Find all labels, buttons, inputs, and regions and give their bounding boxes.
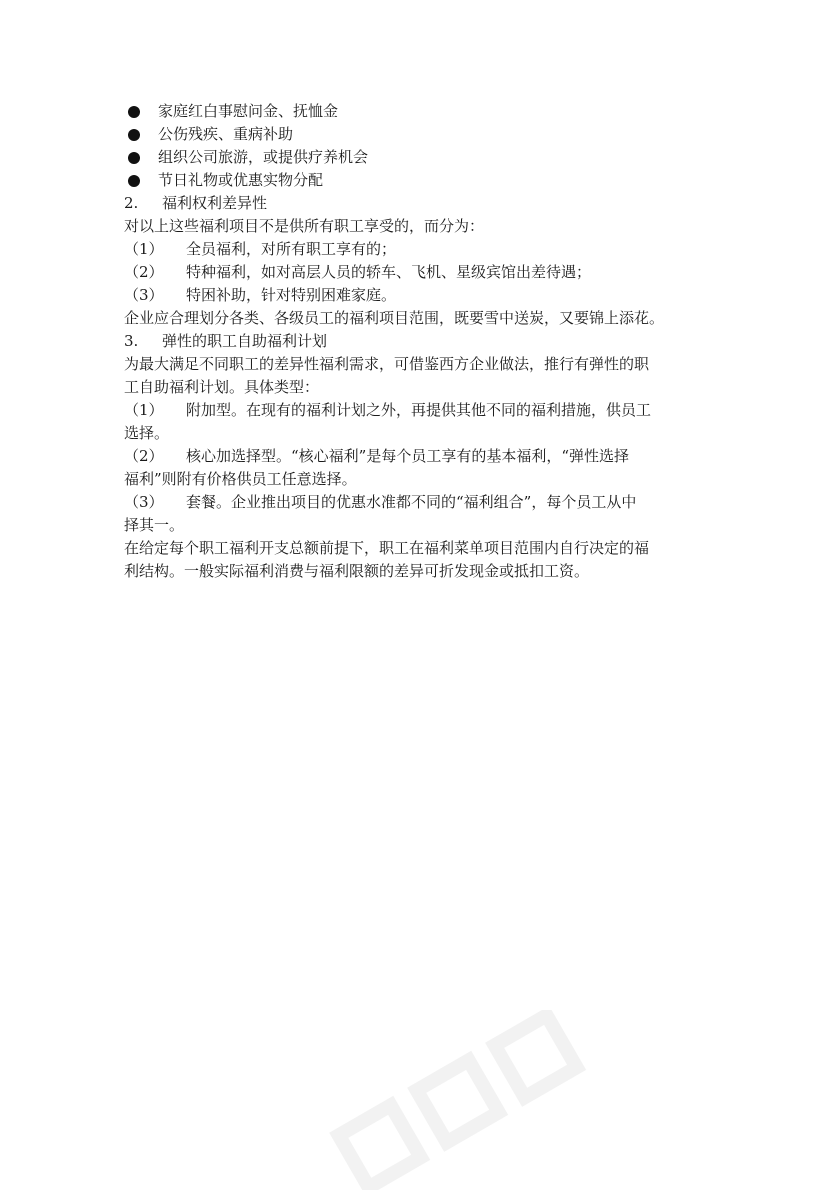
enum-label: （3） <box>124 286 164 304</box>
bullet-item <box>124 123 716 146</box>
bullet-text: 家庭红白事慰问金、抚恤金 <box>158 102 339 120</box>
enum-continuation: 选择。 <box>124 424 170 442</box>
enum-item <box>124 491 716 514</box>
closing-paragraph-line: 利结构。一般实际福利消费与福利限额的差异可折发现金或抵扣工资。 <box>124 562 590 580</box>
bullet-item <box>124 146 716 169</box>
enum-item <box>124 399 716 422</box>
enum-text: 全员福利，对所有职工享有的； <box>186 240 397 258</box>
bullet-item <box>124 100 716 123</box>
section-2-heading <box>124 192 716 215</box>
enum-label: （1） <box>124 240 164 258</box>
document-body <box>124 100 716 583</box>
enum-item <box>124 261 716 284</box>
section-3-intro-line: 为最大满足不同职工的差异性福利需求，可借鉴西方企业做法，推行有弹性的职 <box>124 355 650 373</box>
enum-item <box>124 238 716 261</box>
bullet-text: 节日礼物或优惠实物分配 <box>158 171 324 189</box>
enum-label: （2） <box>124 447 164 465</box>
section-number: 3. <box>124 332 139 350</box>
watermark-logo <box>300 1010 660 1190</box>
enum-text: 核心加选择型。“核心福利”是每个员工享有的基本福利，“弹性选择 <box>186 447 630 465</box>
closing-paragraph-line: 在给定每个职工福利开支总额前提下，职工在福利菜单项目范围内自行决定的福 <box>124 539 650 557</box>
bullet-text: 组织公司旅游，或提供疗养机会 <box>158 148 369 166</box>
bullet-icon <box>128 152 140 164</box>
enum-text: 套餐。企业推出项目的优惠水准都不同的“福利组合”，每个员工从中 <box>186 493 637 511</box>
section-3-intro-line: 工自助福利计划。具体类型： <box>124 378 320 396</box>
section-title: 弹性的职工自助福利计划 <box>162 332 328 350</box>
enum-label: （3） <box>124 493 164 511</box>
section-2-conclusion: 企业应合理划分各类、各级员工的福利项目范围，既要雪中送炭，又要锦上添花。 <box>124 309 665 327</box>
bullet-text: 公伤残疾、重病补助 <box>158 125 294 143</box>
bullet-icon <box>128 106 140 118</box>
section-number: 2. <box>124 194 139 212</box>
enum-item <box>124 284 716 307</box>
bullet-item <box>124 169 716 192</box>
enum-item <box>124 445 716 468</box>
enum-continuation: 福利”则附有价格供员工任意选择。 <box>124 470 357 488</box>
bullet-icon <box>128 129 140 141</box>
section-title: 福利权利差异性 <box>162 194 268 212</box>
enum-text: 附加型。在现有的福利计划之外，再提供其他不同的福利措施，供员工 <box>186 401 652 419</box>
enum-text: 特种福利，如对高层人员的轿车、飞机、星级宾馆出差待遇； <box>186 263 592 281</box>
enum-label: （2） <box>124 263 164 281</box>
section-3-heading <box>124 330 716 353</box>
enum-continuation: 择其一。 <box>124 516 185 534</box>
enum-label: （1） <box>124 401 164 419</box>
section-2-intro: 对以上这些福利项目不是供所有职工享受的，而分为： <box>124 217 485 235</box>
bullet-icon <box>128 175 140 187</box>
enum-text: 特困补助，针对特别困难家庭。 <box>186 286 397 304</box>
